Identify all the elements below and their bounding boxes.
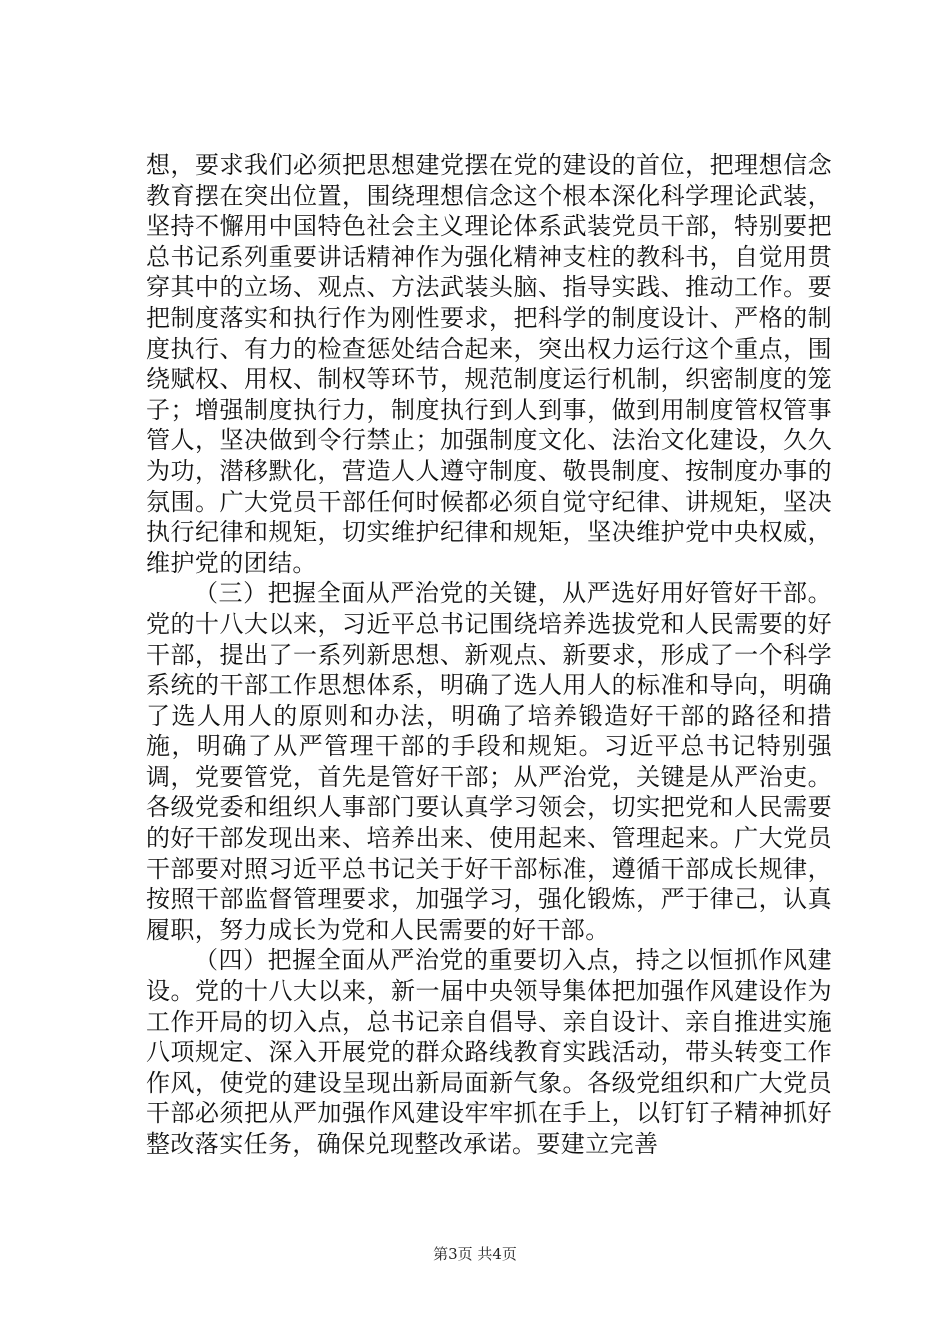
paragraph-continuation: 想，要求我们必须把思想建党摆在党的建设的首位，把理想信念教育摆在突出位置，围绕理想信念这个根本深化科学理论武装，坚持不懈用中国特色社会主义理论体系武装党员干部，特别要把总书记系列重要讲话精神作为强化精神支柱的教科书，自觉用贯穿其中的立场、观点、方法武装头脑、指导实践、推动工作。要把制度落实和执行作为刚性要求，把科学的制度设计、严格的制度执行、有力的检查惩处结合起来，突出权力运行这个重点，围绕赋权、用权、制权等环节，规范制度运行机制，织密制度的笼子；增强制度执行力，制度执行到人到事，做到用制度管权管事管人，坚决做到令行禁止；加强制度文化、法治文化建设，久久为功，潜移默化，营造人人遵守制度、敬畏制度、按制度办事的氛围。广大党员干部任何时候都必须自觉守纪律、讲规矩，坚决执行纪律和规矩，切实维护纪律和规矩，坚决维护党中央权威，维护党的团结。 (146, 151, 832, 577)
paragraph-section-three: （三）把握全面从严治党的关键，从严选好用好管好干部。党的十八大以来，习近平总书记围绕培养选拔党和人民需要的好干部，提出了一系列新思想、新观点、新要求，形成了一个科学系统的干部工作思想体系，明确了选人用人的标准和导向，明确了选人用人的原则和办法，明确了培养锻造好干部的路径和措施，明确了从严管理干部的手段和规矩。习近平总书记特别强调，党要管党，首先是管好干部；从严治党，关键是从严治吏。各级党委和组织人事部门要认真学习领会，切实把党和人民需要的好干部发现出来、培养出来、使用起来、管理起来。广大党员干部要对照习近平总书记关于好干部标准，遵循干部成长规律，按照干部监督管理要求，加强学习，强化锻炼，严于律己，认真履职，努力成长为党和人民需要的好干部。 (146, 579, 832, 944)
paragraph-section-four: （四）把握全面从严治党的重要切入点，持之以恒抓作风建设。党的十八大以来，新一届中央领导集体把加强作风建设作为工作开局的切入点，总书记亲自倡导、亲自设计、亲自推进实施八项规定、深入开展党的群众路线教育实践活动，带头转变工作作风，使党的建设呈现出新局面新气象。各级党组织和广大党员干部必须把从严加强作风建设牢牢抓在手上，以钉钉子精神抓好整改落实任务，确保兑现整改承诺。要建立完善 (146, 946, 832, 1158)
page-number-label: 第3页 共4页 (433, 1245, 517, 1263)
page-footer (0, 1244, 950, 1264)
document-body (146, 150, 832, 1160)
